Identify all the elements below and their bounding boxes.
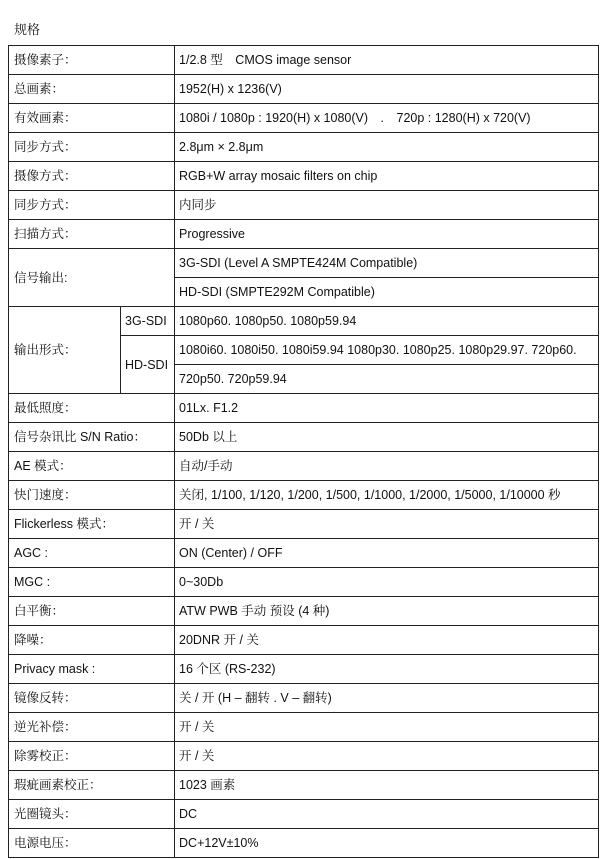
sub-label: HD-SDI xyxy=(121,336,175,394)
row-value: 50Db 以上 xyxy=(175,423,599,452)
table-row xyxy=(9,597,599,626)
table-row xyxy=(9,46,599,75)
row-value: 01Lx. F1.2 xyxy=(175,394,599,423)
row-value: 1080i60. 1080i50. 1080i59.94 1080p30. 1080p25. 1080p29.97. 720p60. xyxy=(175,336,599,365)
row-label: 有效画素： xyxy=(9,104,175,133)
row-value: 16 个区 (RS-232) xyxy=(175,655,599,684)
table-row xyxy=(9,655,599,684)
row-label: 瑕疵画素校正： xyxy=(9,771,175,800)
row-label: 白平衡： xyxy=(9,597,175,626)
table-row xyxy=(9,829,599,858)
spec-table xyxy=(8,45,599,858)
row-value: 内同步 xyxy=(175,191,599,220)
row-label: 降噪： xyxy=(9,626,175,655)
row-value: 1952(H) x 1236(V) xyxy=(175,75,599,104)
table-row xyxy=(9,423,599,452)
row-label: 镜像反转： xyxy=(9,684,175,713)
table-row xyxy=(9,742,599,771)
table-row xyxy=(9,104,599,133)
row-label: AE 模式： xyxy=(9,452,175,481)
table-row xyxy=(9,510,599,539)
row-label: 总画素： xyxy=(9,75,175,104)
row-label: 信号杂讯比 S/N Ratio： xyxy=(9,423,175,452)
row-value: 3G-SDI (Level A SMPTE424M Compatible) xyxy=(175,249,599,278)
table-row xyxy=(9,539,599,568)
row-value: 2.8μm × 2.8μm xyxy=(175,133,599,162)
row-value: 0~30Db xyxy=(175,568,599,597)
row-value: 关 / 开 (H – 翻转 . V – 翻转) xyxy=(175,684,599,713)
table-row xyxy=(9,133,599,162)
row-label: 扫描方式： xyxy=(9,220,175,249)
table-row xyxy=(9,162,599,191)
table-row xyxy=(9,800,599,829)
row-label: 光圈镜头： xyxy=(9,800,175,829)
table-row xyxy=(9,75,599,104)
row-value: DC xyxy=(175,800,599,829)
table-row xyxy=(9,307,599,336)
table-row xyxy=(9,568,599,597)
row-label: 摄像素子： xyxy=(9,46,175,75)
row-value: 开 / 关 xyxy=(175,713,599,742)
row-label: 同步方式： xyxy=(9,191,175,220)
table-row xyxy=(9,220,599,249)
row-value: 1/2.8 型 CMOS image sensor xyxy=(175,46,599,75)
sub-label: 3G-SDI xyxy=(121,307,175,336)
row-value: Progressive xyxy=(175,220,599,249)
row-value: 720p50. 720p59.94 xyxy=(175,365,599,394)
table-row xyxy=(9,713,599,742)
row-label: 信号输出: xyxy=(9,249,175,307)
row-value: 自动/手动 xyxy=(175,452,599,481)
row-value: ON (Center) / OFF xyxy=(175,539,599,568)
table-row xyxy=(9,481,599,510)
row-value: 1080i / 1080p : 1920(H) x 1080(V) . 720p : 1280(H) x 720(V) xyxy=(175,104,599,133)
row-label: MGC : xyxy=(9,568,175,597)
page-title: 规格 xyxy=(14,22,41,37)
row-value: DC+12V±10% xyxy=(175,829,599,858)
table-row xyxy=(9,626,599,655)
row-label: AGC : xyxy=(9,539,175,568)
row-label: 快门速度： xyxy=(9,481,175,510)
row-value: 开 / 关 xyxy=(175,742,599,771)
table-row xyxy=(9,191,599,220)
row-value: RGB+W array mosaic filters on chip xyxy=(175,162,599,191)
row-value: 1080p60. 1080p50. 1080p59.94 xyxy=(175,307,599,336)
row-value: 1023 画素 xyxy=(175,771,599,800)
row-label: 逆光补偿： xyxy=(9,713,175,742)
table-row xyxy=(9,684,599,713)
row-value: HD-SDI (SMPTE292M Compatible) xyxy=(175,278,599,307)
table-row xyxy=(9,249,599,278)
row-value: 20DNR 开 / 关 xyxy=(175,626,599,655)
row-label: 摄像方式： xyxy=(9,162,175,191)
row-label: Privacy mask : xyxy=(9,655,175,684)
row-label: 最低照度： xyxy=(9,394,175,423)
row-value: 关闭, 1/100, 1/120, 1/200, 1/500, 1/1000, 1/2000, 1/5000, 1/10000 秒 xyxy=(175,481,599,510)
row-label: Flickerless 模式： xyxy=(9,510,175,539)
row-value: ATW PWB 手动 预设 (4 种) xyxy=(175,597,599,626)
table-row xyxy=(9,771,599,800)
row-label: 输出形式： xyxy=(9,307,121,394)
row-label: 电源电压： xyxy=(9,829,175,858)
table-row xyxy=(9,394,599,423)
row-label: 同步方式： xyxy=(9,133,175,162)
row-value: 开 / 关 xyxy=(175,510,599,539)
row-label: 除雾校正： xyxy=(9,742,175,771)
table-row xyxy=(9,452,599,481)
